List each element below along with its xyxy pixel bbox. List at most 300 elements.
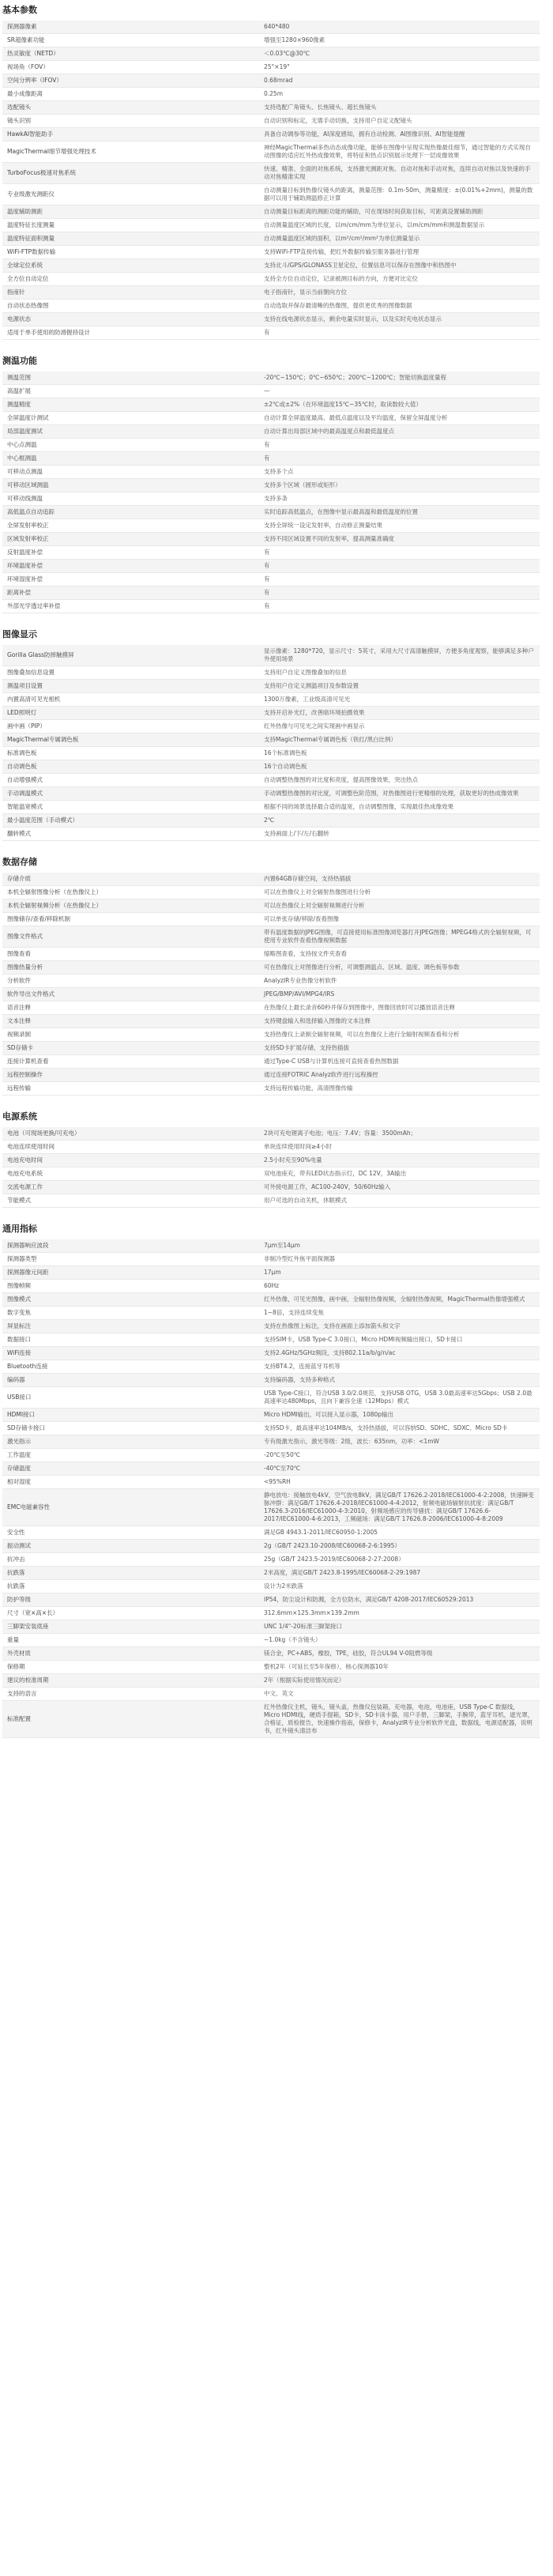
spec-row — [2, 1320, 540, 1333]
spec-value: <95%RH — [259, 1476, 540, 1489]
spec-value: 25°×19° — [259, 61, 540, 74]
spec-label: SD存储卡 — [2, 1042, 259, 1055]
spec-label: 测温精度 — [2, 398, 259, 412]
spec-value: 可以在热像仪上对全辐射视频进行分析 — [259, 900, 540, 913]
spec-value: ~1.0kg（不含镜头） — [259, 1634, 540, 1647]
spec-value: 2块可充电锂离子电池；电压：7.4V；容量：3500mAh； — [259, 1127, 540, 1141]
spec-label: 图像查看 — [2, 948, 259, 961]
spec-value: 2年（根据实际使用情况而定） — [259, 1674, 540, 1688]
spec-label: 专业级激光测距仪 — [2, 184, 259, 206]
spec-label: 指南针 — [2, 286, 259, 300]
spec-row — [2, 1462, 540, 1476]
spec-row — [2, 326, 540, 340]
spec-table — [2, 1239, 540, 1738]
spec-value: 312.6mm×125.3mm×139.2mm — [259, 1607, 540, 1620]
spec-row — [2, 385, 540, 398]
spec-row — [2, 900, 540, 913]
spec-label: 尺寸（宽×高×长） — [2, 1607, 259, 1620]
spec-label: 保修期 — [2, 1661, 259, 1674]
spec-value: 7μm至14μm — [259, 1239, 540, 1253]
spec-row — [2, 787, 540, 801]
spec-label: 温度特征面积测量 — [2, 232, 259, 246]
spec-value: 自动识别和标定，无需手动切换，支持用户自定义配镜头 — [259, 115, 540, 128]
spec-row — [2, 1661, 540, 1674]
spec-label: 测温项目设置 — [2, 680, 259, 693]
spec-value: 17μm — [259, 1266, 540, 1280]
spec-row — [2, 1387, 540, 1409]
spec-label: 全方位自动定位 — [2, 273, 259, 286]
spec-label: MagicThermal专属调色板 — [2, 734, 259, 747]
spec-row — [2, 720, 540, 734]
spec-row — [2, 1042, 540, 1055]
spec-label: 图像模式 — [2, 1293, 259, 1307]
spec-row — [2, 34, 540, 47]
spec-label: SR超像素功能 — [2, 34, 259, 47]
spec-value: -40℃至70℃ — [259, 1462, 540, 1476]
spec-label: 数字变焦 — [2, 1307, 259, 1320]
spec-value: 支持2.4GHz/5GHz频段，支持802.11a/b/g/n/ac — [259, 1347, 540, 1360]
spec-value: 支持WiFi-FTP直接传输，把红外数据传输至服务器进行管理 — [259, 246, 540, 259]
spec-row — [2, 734, 540, 747]
spec-row — [2, 286, 540, 300]
spec-row — [2, 975, 540, 988]
spec-label: 可移动区域测温 — [2, 479, 259, 492]
spec-value: 支持选配广角镜头、长焦镜头、超长焦镜头 — [259, 101, 540, 115]
spec-value: 有 — [259, 600, 540, 613]
spec-row — [2, 219, 540, 232]
section-title: 基本参数 — [2, 5, 37, 15]
section-title: 通用指标 — [2, 1224, 37, 1234]
spec-label: 文本注释 — [2, 1015, 259, 1028]
spec-label: 探测器像元间距 — [2, 1266, 259, 1280]
spec-label: 空间分辨率（IFOV） — [2, 74, 259, 88]
spec-value: 内置64GB存储空间，支持热插拔 — [259, 873, 540, 886]
spec-label: 建议的校准周期 — [2, 1674, 259, 1688]
spec-label: HawkAI智能助手 — [2, 128, 259, 141]
spec-label: 全球定位系统 — [2, 259, 259, 273]
spec-row — [2, 533, 540, 546]
spec-value: 电子指南针，显示当前朝向方位 — [259, 286, 540, 300]
spec-label: 测温范围 — [2, 372, 259, 385]
spec-section — [0, 852, 553, 1096]
spec-value: 支持用户自定义图像叠加的信息 — [259, 666, 540, 680]
spec-label: 手动调温模式 — [2, 787, 259, 801]
spec-row — [2, 101, 540, 115]
spec-table — [2, 21, 540, 340]
spec-value: 双电池座充，带有LED状态指示灯，DC 12V，3A输出 — [259, 1167, 540, 1181]
spec-row — [2, 1580, 540, 1593]
spec-section — [0, 0, 553, 340]
spec-value: 自动调整热像图的对比度和亮度，提高图像效果，突出热点 — [259, 774, 540, 787]
spec-row — [2, 1181, 540, 1194]
spec-value: 有 — [259, 439, 540, 452]
spec-row — [2, 1082, 540, 1096]
spec-row — [2, 232, 540, 246]
spec-label: 自动调色板 — [2, 760, 259, 774]
spec-label: HDMI接口 — [2, 1409, 259, 1422]
spec-row — [2, 828, 540, 841]
spec-row — [2, 645, 540, 666]
spec-value: 通过连接FOTRIC Analyz软件进行远程操控 — [259, 1069, 540, 1082]
spec-label: 安全性 — [2, 1526, 259, 1540]
spec-value: 25g（GB/T 2423.5-2019/IEC60068-2-27:2008） — [259, 1553, 540, 1567]
spec-row — [2, 1567, 540, 1580]
spec-label: 中心点测温 — [2, 439, 259, 452]
spec-value: 有 — [259, 452, 540, 466]
spec-value: JPEG/BMP/AVI/MPG4/IRS — [259, 988, 540, 1001]
spec-value: 2℃ — [259, 814, 540, 828]
spec-row — [2, 1239, 540, 1253]
spec-row — [2, 1701, 540, 1738]
spec-row — [2, 961, 540, 975]
spec-row — [2, 313, 540, 326]
spec-value: 支持全屏统一设定发射率，自动修正测量结果 — [259, 519, 540, 533]
spec-label: 相对湿度 — [2, 1476, 259, 1489]
spec-label: 可移动线测温 — [2, 492, 259, 506]
spec-section — [0, 351, 553, 613]
spec-value: 自动测量温度区域的面积，以m²/cm²/mm²为单位测量显示 — [259, 232, 540, 246]
spec-row — [2, 600, 540, 613]
spec-row — [2, 519, 540, 533]
spec-label: 距离补偿 — [2, 586, 259, 600]
spec-row — [2, 913, 540, 926]
spec-value: USB Type-C接口，符合USB 3.0/2.0规范，支持USB OTG，USB 3.0最高速率达5Gbps；USB 2.0最高速率达480Mbps，且向下兼容全速（12Mbps）模式 — [259, 1387, 540, 1409]
spec-label: 探测器像素 — [2, 21, 259, 34]
spec-row — [2, 1293, 540, 1307]
spec-row — [2, 774, 540, 787]
spec-value: 设计为2米跌落 — [259, 1580, 540, 1593]
spec-row — [2, 1001, 540, 1015]
spec-value: 用户可选的自动关机，休眠模式 — [259, 1194, 540, 1208]
spec-row — [2, 1280, 540, 1293]
spec-label: 存储介质 — [2, 873, 259, 886]
spec-value: 60Hz — [259, 1280, 540, 1293]
spec-label: 高温扩展 — [2, 385, 259, 398]
spec-value: 支持SD卡扩展存储，支持热插拔 — [259, 1042, 540, 1055]
spec-label: 探测器响应波段 — [2, 1239, 259, 1253]
spec-row — [2, 141, 540, 163]
spec-row — [2, 1634, 540, 1647]
spec-label: 支持的语言 — [2, 1688, 259, 1701]
spec-value: 16个标准调色板 — [259, 747, 540, 760]
spec-label: 语音注释 — [2, 1001, 259, 1015]
spec-value: 支持BT4.2，连接蓝牙耳机等 — [259, 1360, 540, 1374]
spec-label: 翻转模式 — [2, 828, 259, 841]
spec-value: 静电放电：接触放电4kV，空气放电8kV，满足GB/T 17626.2-2018/IEC61000-4-2:2008，快速瞬变脉冲群：满足GB/T 17626.4-2018/IEC61000-4-4:2012，射频电磁场辐射抗扰度：满足GB/T 17626.3-2016/IEC61000-4-3:2010，射频场感应的传导骚扰：满足GB/T 17626.6-2017/IEC61000-4-6:2013，工频磁场：满足GB/T 17626.8-2006/IEC61000-4-8:2009 — [259, 1489, 540, 1526]
spec-label: 画中画（PIP） — [2, 720, 259, 734]
spec-label: 中心框测温 — [2, 452, 259, 466]
spec-value: 有 — [259, 326, 540, 340]
spec-row — [2, 1526, 540, 1540]
spec-row — [2, 1333, 540, 1347]
spec-value: UNC 1/4"-20标准三脚架接口 — [259, 1620, 540, 1634]
spec-row — [2, 680, 540, 693]
spec-row — [2, 948, 540, 961]
spec-value: 在热像仪上最长录音60秒并保存到图像中，图像回放时可以播放语音注释 — [259, 1001, 540, 1015]
spec-label: USB接口 — [2, 1387, 259, 1409]
spec-label: 分析软件 — [2, 975, 259, 988]
spec-label: 外部光学透过率补偿 — [2, 600, 259, 613]
spec-row — [2, 412, 540, 425]
spec-row — [2, 666, 540, 680]
spec-row — [2, 926, 540, 948]
spec-value: 镁合金，PC+ABS，橡胶，TPE，硅胶，符合UL94 V-0阻燃等级 — [259, 1647, 540, 1661]
spec-value: 2米高度，满足GB/T 2423.8-1995/IEC60068-2-29:1987 — [259, 1567, 540, 1580]
spec-row — [2, 452, 540, 466]
spec-row — [2, 1127, 540, 1141]
spec-row — [2, 1167, 540, 1181]
spec-row — [2, 1476, 540, 1489]
spec-row — [2, 466, 540, 479]
spec-value: 0.25m — [259, 88, 540, 101]
spec-value: -20℃至50℃ — [259, 1449, 540, 1462]
spec-label: 远程控制操作 — [2, 1069, 259, 1082]
spec-label: Gorilla Glass防摔触摸屏 — [2, 645, 259, 666]
spec-row — [2, 573, 540, 586]
spec-label: 环境温度补偿 — [2, 560, 259, 573]
spec-label: 图像文件格式 — [2, 926, 259, 948]
spec-value: 有 — [259, 560, 540, 573]
spec-label: 重量 — [2, 1634, 259, 1647]
spec-label: SD存储卡接口 — [2, 1422, 259, 1435]
spec-row — [2, 259, 540, 273]
spec-value: Micro HDMI输出，可以接入显示器，1080p输出 — [259, 1409, 540, 1422]
spec-label: 高低温点自动追踪 — [2, 506, 259, 519]
spec-value: 自动计算出局部区域中的最高温度点和最低温度点 — [259, 425, 540, 439]
spec-row — [2, 873, 540, 886]
spec-row — [2, 21, 540, 34]
spec-row — [2, 586, 540, 600]
spec-row — [2, 163, 540, 184]
spec-row — [2, 1422, 540, 1435]
spec-value: 通过Type-C USB与计算机连接可直接查看热图数据 — [259, 1055, 540, 1069]
spec-value: 支持在线电源状态显示，剩余电量实时显示，以及实时充电状态显示 — [259, 313, 540, 326]
spec-value: 红外热像，可见光图像，画中画，全辐射热像视频，全辐射热像视频，MagicThermal热像增强模式 — [259, 1293, 540, 1307]
spec-row — [2, 707, 540, 720]
spec-label: 本机全辐射图像分析（在热像仪上） — [2, 886, 259, 900]
spec-label: WiFi连接 — [2, 1347, 259, 1360]
spec-label: 探测器类型 — [2, 1253, 259, 1266]
spec-value: 根据不同的场景选择最合适的温宽，自动调整图像，实现最佳热成像效果 — [259, 801, 540, 814]
spec-label: Bluetooth连接 — [2, 1360, 259, 1374]
spec-row — [2, 61, 540, 74]
spec-row — [2, 273, 540, 286]
spec-label: 抗冲击 — [2, 1553, 259, 1567]
spec-value: 具备自动调参等功能，AI深度感知，拥有自动检测、AI图像识别、AI智能提醒 — [259, 128, 540, 141]
spec-row — [2, 1489, 540, 1526]
spec-value: 非制冷型红外焦平面探测器 — [259, 1253, 540, 1266]
spec-label: 最小成像距离 — [2, 88, 259, 101]
spec-label: 抗跌落 — [2, 1580, 259, 1593]
spec-label: 三脚架安装底座 — [2, 1620, 259, 1634]
spec-row — [2, 886, 540, 900]
spec-label: 电池（可现场更换/可充电） — [2, 1127, 259, 1141]
spec-label: 图像叠加信息设置 — [2, 666, 259, 680]
spec-row — [2, 1307, 540, 1320]
spec-label: 镜头识别 — [2, 115, 259, 128]
spec-value: 自动测量目标到热像仪镜头的距离，测量范围：0.1m-50m，测量精度：±(0.01%+2mm)，测量的数据可以用于辅助测温修正计算 — [259, 184, 540, 206]
spec-row — [2, 246, 540, 259]
section-title: 图像显示 — [2, 629, 37, 639]
spec-row — [2, 1435, 540, 1449]
spec-label: 数据接口 — [2, 1333, 259, 1347]
spec-value: 0.68mrad — [259, 74, 540, 88]
spec-value: 单块连续使用时间≥4小时 — [259, 1141, 540, 1154]
spec-value: 640*480 — [259, 21, 540, 34]
spec-label: 视频录制 — [2, 1028, 259, 1042]
spec-row — [2, 492, 540, 506]
spec-table — [2, 372, 540, 613]
spec-value: 可外接电源工作，AC100-240V，50/60Hz输入 — [259, 1181, 540, 1194]
spec-label: 电源状态 — [2, 313, 259, 326]
spec-value: 中文、英文 — [259, 1688, 540, 1701]
spec-value: 支持不同区域设置不同的发射率，提高测量准确度 — [259, 533, 540, 546]
spec-value: 支持北斗/GPS/GLONASS卫星定位，位置信息可以保存在图像中和热图中 — [259, 259, 540, 273]
section-title: 电源系统 — [2, 1111, 37, 1122]
spec-label: 工作温度 — [2, 1449, 259, 1462]
spec-value: 整机2年（可延长至5年保修），核心探测器10年 — [259, 1661, 540, 1674]
spec-label: 温度辅助测距 — [2, 206, 259, 219]
spec-label: 交流电源工作 — [2, 1181, 259, 1194]
spec-row — [2, 760, 540, 774]
spec-label: 区域发射率校正 — [2, 533, 259, 546]
spec-value: 16个自动调色板 — [259, 760, 540, 774]
spec-label: 电池连续使用时间 — [2, 1141, 259, 1154]
spec-value: 有 — [259, 546, 540, 560]
spec-label: 内置高清可见光相机 — [2, 693, 259, 707]
spec-value: 可在热像仪上对图像进行分析，可调整测温点、区域、温度、调色板等参数 — [259, 961, 540, 975]
spec-label: 振动测试 — [2, 1540, 259, 1553]
spec-value: 支持热像仪上录制全辐射视频，可以在热像仪上进行全辐射视频查看和分析 — [259, 1028, 540, 1042]
spec-value: 红外热像仪主机，镜头，镜头盖，热像仪包装箱，充电器，电池，电池座，USB Type-C 数据线，Micro HDMI线，硬质手提箱，SD卡，SD卡读卡器，用户手册，三脚架，手腕带，蓝牙耳机，遮光罩，合格证，质检报告，快速操作指南，保修卡，AnalyzIR专业分析软件光盘，数据线，电源适配器，说明书，红外镜头清洁布 — [259, 1701, 540, 1738]
spec-value: ±2℃或±2%（在环境温度15℃~35℃时，取读数较大值） — [259, 398, 540, 412]
spec-label: 反射温度补偿 — [2, 546, 259, 560]
spec-row — [2, 560, 540, 573]
spec-row — [2, 1028, 540, 1042]
spec-label: 局部温度测试 — [2, 425, 259, 439]
spec-value: 可以在热像仪上对全辐射热像图进行分析 — [259, 886, 540, 900]
spec-value: 显示像素：1280*720，显示尺寸：5英寸，采用大尺寸高清触摸屏，方便多角度观察，能够满足多种户外使用场景 — [259, 645, 540, 666]
spec-row — [2, 439, 540, 452]
spec-value: 自动测量温度区域的长度，以m/cm/mm为单位显示，以m/cm/mm和测温数据显示 — [259, 219, 540, 232]
spec-row — [2, 184, 540, 206]
section-title: 测温功能 — [2, 356, 37, 366]
spec-table — [2, 873, 540, 1096]
section-title: 数据存储 — [2, 857, 37, 867]
spec-row — [2, 1374, 540, 1387]
spec-label: TurboFocus极速对焦系统 — [2, 163, 259, 184]
spec-table — [2, 1127, 540, 1208]
spec-row — [2, 1688, 540, 1701]
spec-section — [0, 1107, 553, 1208]
spec-label: 温度特征长度测量 — [2, 219, 259, 232]
spec-row — [2, 1253, 540, 1266]
spec-label: 抗跌落 — [2, 1567, 259, 1580]
spec-label: 自动增强模式 — [2, 774, 259, 787]
spec-label: 节能模式 — [2, 1194, 259, 1208]
spec-row — [2, 1647, 540, 1661]
spec-label: 选配镜头 — [2, 101, 259, 115]
spec-value: 支持用户自定义测温项目及参数设置 — [259, 680, 540, 693]
spec-row — [2, 1449, 540, 1462]
spec-value: 支持画面上/下/左/右翻转 — [259, 828, 540, 841]
spec-row — [2, 425, 540, 439]
spec-row — [2, 372, 540, 385]
spec-value: 自动计算全屏温度最高、最低点温度以及平均温度，保留全屏温度分析 — [259, 412, 540, 425]
spec-label: 环境湿度补偿 — [2, 573, 259, 586]
spec-value: 支持多条 — [259, 492, 540, 506]
spec-value: 支持MagicThermal专属调色板（铁红/黑白比例） — [259, 734, 540, 747]
spec-value: 支持在热像图上标注，支持在画面上添加箭头和文字 — [259, 1320, 540, 1333]
spec-row — [2, 506, 540, 519]
spec-label: 智能温宽模式 — [2, 801, 259, 814]
spec-row — [2, 1347, 540, 1360]
spec-value: 支持远程传输功能，高清图像传输 — [259, 1082, 540, 1096]
spec-value: 支持开启补光灯，改善暗环境拍摄效果 — [259, 707, 540, 720]
spec-label: 电池充电时间 — [2, 1154, 259, 1167]
spec-row — [2, 1194, 540, 1208]
spec-label: 软件导出文件格式 — [2, 988, 259, 1001]
spec-row — [2, 47, 540, 61]
spec-row — [2, 1553, 540, 1567]
spec-value: 支持键盘输入和选择输入图像的文本注释 — [259, 1015, 540, 1028]
spec-value: 有 — [259, 573, 540, 586]
spec-row — [2, 1141, 540, 1154]
spec-value: -20℃~150℃；0℃~650℃；200℃~1200℃；智能切换温度量程 — [259, 372, 540, 385]
spec-row — [2, 479, 540, 492]
spec-row — [2, 546, 540, 560]
spec-label: 全屏发射率校正 — [2, 519, 259, 533]
spec-label: 标准配置 — [2, 1701, 259, 1738]
spec-label: 激光指示 — [2, 1435, 259, 1449]
spec-label: 最小温度范围（手动模式） — [2, 814, 259, 828]
spec-label: 编码器 — [2, 1374, 259, 1387]
spec-label: 自动状态热像图 — [2, 300, 259, 313]
spec-section — [0, 624, 553, 841]
spec-value: 支持SIM卡，USB Type-C 3.0接口，Micro HDMI视频输出接口，SD卡接口 — [259, 1333, 540, 1347]
spec-value: 1300万像素，工业级高清可见光 — [259, 693, 540, 707]
spec-row — [2, 206, 540, 219]
spec-value: 自动选取并保存最清晰的热像图，提供更优秀的图像数据 — [259, 300, 540, 313]
spec-row — [2, 74, 540, 88]
spec-value: ＜0.03℃@30℃ — [259, 47, 540, 61]
spec-row — [2, 1620, 540, 1634]
spec-value: AnalyzIR专业热像分析软件 — [259, 975, 540, 988]
spec-row — [2, 693, 540, 707]
spec-section — [0, 1219, 553, 1738]
spec-row — [2, 1015, 540, 1028]
spec-value: 支持SD卡，最高速率达104MB/s，支持热插拔，可以容纳SD、SDHC、SDXC、Micro SD卡 — [259, 1422, 540, 1435]
spec-label: LED照明灯 — [2, 707, 259, 720]
spec-value: 自动测量目标距离的测距功能的辅助，可在现场时间获取目标，可距离设置辅助测距 — [259, 206, 540, 219]
spec-label: 本机全辐射视频分析（在热像仪上） — [2, 900, 259, 913]
spec-value: 满足GB 4943.1-2011/IEC60950-1:2005 — [259, 1526, 540, 1540]
spec-row — [2, 1409, 540, 1422]
spec-value: IP54，防尘设计和防溅，全方位防水，满足GB/T 4208-2017/IEC60529:2013 — [259, 1593, 540, 1607]
spec-label: 电池充电系统 — [2, 1167, 259, 1181]
spec-label: 连接计算机查看 — [2, 1055, 259, 1069]
spec-label: 防护等级 — [2, 1593, 259, 1607]
spec-label: WiFi-FTP数据传输 — [2, 246, 259, 259]
spec-row — [2, 128, 540, 141]
spec-label: 图像热量分析 — [2, 961, 259, 975]
spec-value: 2g（GB/T 2423.10-2008/IEC60068-2-6:1995） — [259, 1540, 540, 1553]
spec-label: 图像储存/查看/移除机制 — [2, 913, 259, 926]
spec-label: 适用于单手使用的防滑握持设计 — [2, 326, 259, 340]
spec-label: EMC电磁兼容性 — [2, 1489, 259, 1526]
spec-value: 专有级激光指示，激光等级：2级，波长：635nm，功率：<1mW — [259, 1435, 540, 1449]
spec-row — [2, 1540, 540, 1553]
